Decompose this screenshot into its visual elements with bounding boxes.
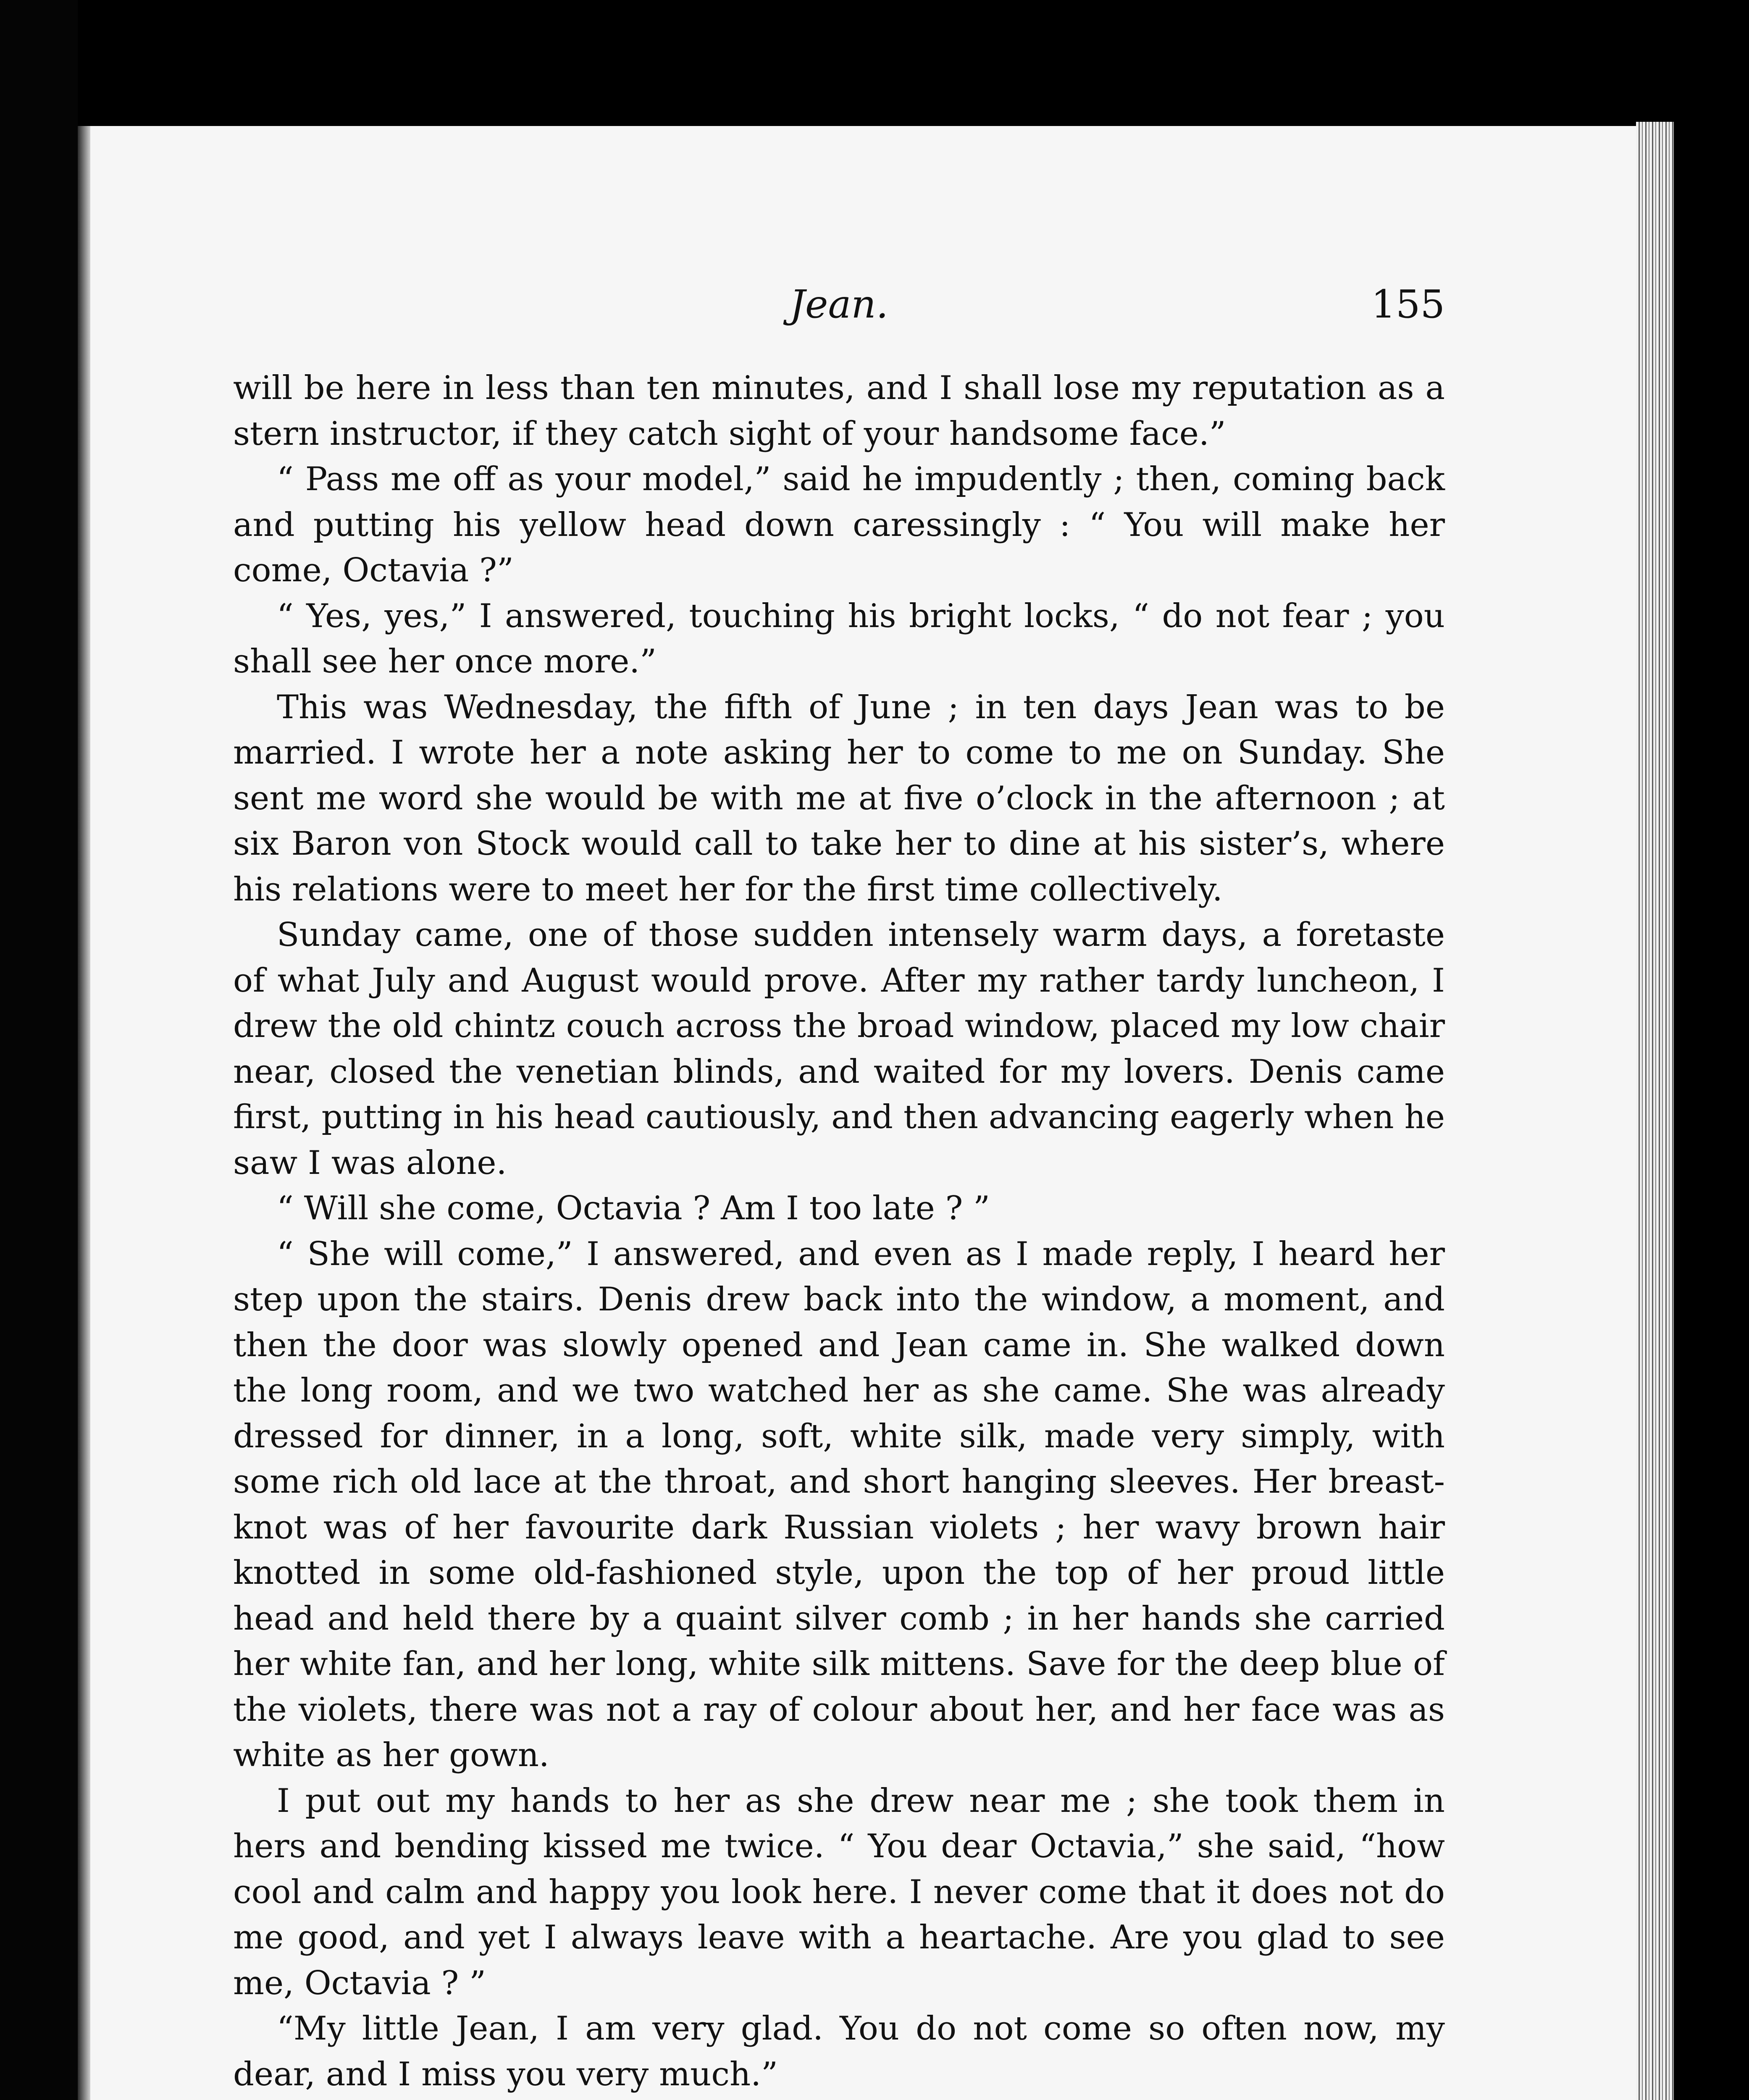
running-title: Jean. (790, 282, 888, 327)
page-gutter (78, 126, 90, 2100)
paragraph: “ Pass me off as your model,” said he impudently ; then, coming back and putting his yellow head down caressingly : “ You will make her come, Octavia ?” (233, 460, 1445, 589)
scan-border-right (1674, 0, 1749, 2100)
paragraph: I put out my hands to her as she drew near me ; she took them in hers and bending kissed me twice. “ You dear Octavia,” she said, “how cool and calm and happy you look here. I never come that it does not do me good, and yet I always leave with a heartache. Are you glad to see me, Octavia ? ” (233, 1782, 1445, 2002)
binding-shadow (0, 0, 78, 2100)
paragraph: “ Yes, yes,” I answered, touching his bright locks, “ do not fear ; you shall see her once more.” (233, 597, 1445, 680)
body-text (233, 365, 1445, 2100)
paragraph: “ Will she come, Octavia ? Am I too late ? ” (277, 1189, 990, 1227)
paragraph: This was Wednesday, the fifth of June ; in ten days Jean was to be married. I wrote her a note asking her to come to me on Sunday. She sent me word she would be with me at five o’clock in the afternoon ; at six Baron von Stock would call to take her to dine at his sister’s, where his relations were to meet her for the first time collectively. (233, 688, 1445, 908)
paragraph (233, 2097, 1445, 2100)
paragraph: “My little Jean, I am very glad. You do not come so often now, my dear, and I miss you very much.” (233, 2010, 1445, 2093)
running-head (233, 277, 1445, 332)
page-edges (1636, 122, 1674, 2100)
page-number: 155 (1371, 282, 1445, 327)
paragraph: will be here in less than ten minutes, and I shall lose my reputation as a stern instructor, if they catch sight of your handsome face.” (233, 369, 1445, 453)
paragraph: “ She will come,” I answered, and even as I made reply, I heard her step upon the stairs. Denis drew back into the window, a moment, and then the door was slowly opened and Jean came in. She walked down the long room, and we two watched her as she came. She was already dressed for dinner, in a long, soft, white silk, made very simply, with some rich old lace at the throat, and short hanging sleeves. Her breast-knot was of her favourite dark Russian violets ; her wavy brown hair knotted in some old-fashioned style, upon the top of her proud little head and held there by a quaint silver comb ; in her hands she carried her white fan, and her long, white silk mittens. Save for the deep blue of the violets, there was not a ray of colour about her, and her face was as white as her gown. (233, 1235, 1445, 1774)
paragraph: Sunday came, one of those sudden intensely warm days, a foretaste of what July and August would prove. After my rather tardy luncheon, I drew the old chintz couch across the broad window, placed my low chair near, closed the venetian blinds, and waited for my lovers. Denis came first, putting in his head cautiously, and then advancing eagerly when he saw I was alone. (233, 916, 1445, 1182)
